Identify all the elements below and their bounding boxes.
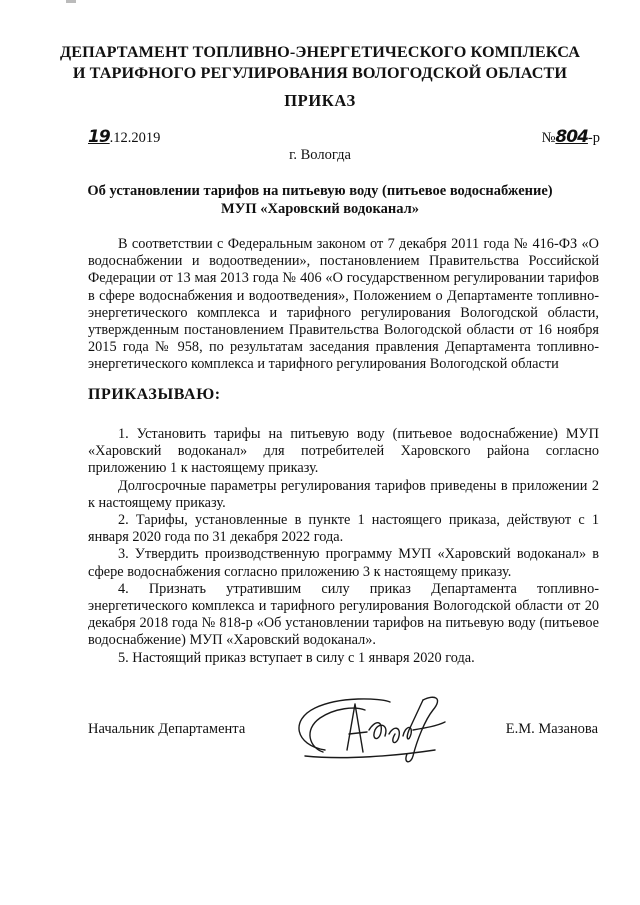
order-item: Долгосрочные параметры регулирования тарифов приведены в приложении 2 к настоящему приказу. — [88, 477, 599, 511]
header-line-1: ДЕПАРТАМЕНТ ТОПЛИВНО-ЭНЕРГЕТИЧЕСКОГО КОМПЛЕКСА — [59, 43, 580, 61]
preamble-block — [88, 236, 599, 374]
order-date — [88, 129, 160, 147]
order-item: 5. Настоящий приказ вступает в силу с 1 января 2020 года. — [118, 649, 475, 666]
city: г. Вологда — [289, 147, 351, 163]
handwritten-day: 19 — [88, 127, 110, 147]
date-rest: .12.2019 — [109, 130, 161, 146]
number-prefix: № — [541, 130, 556, 146]
preamble-paragraph: В соответствии с Федеральным законом от 7 декабря 2011 года № 416-ФЗ «О водоснабжении и водоотведении», постановлением Правительства Российской Федерации от 13 мая 2013 года № 406 «О государственном регулировании тарифов в сфере водоснабжения и водоотведения», Положением о Департаменте топливно-энергетического комплекса и тарифного регулирования Вологодской области, утвержденным постановлением Правительства Вологодской области от 16 ноября 2015 года № 958, по результатам заседания правления Департамента топливно-энергетического комплекса и тарифного регулирования Вологодской области — [88, 236, 599, 373]
handwritten-signature — [285, 690, 455, 768]
order-number — [542, 129, 600, 147]
signatory-position: Начальник Департамента — [88, 721, 246, 737]
header-line-2: И ТАРИФНОГО РЕГУЛИРОВАНИЯ ВОЛОГОДСКОЙ ОБЛАСТИ — [72, 64, 568, 82]
signatory-name: Е.М. Мазанова — [505, 721, 598, 737]
decree-word: ПРИКАЗЫВАЮ: — [88, 386, 221, 403]
subject-line-1: Об установлении тарифов на питьевую воду (питьевое водоснабжение) — [87, 183, 553, 199]
department-header — [40, 42, 600, 84]
order-items — [88, 426, 599, 667]
order-item: 4. Признать утратившим силу приказ Департамента топливно-энергетического комплекса и тарифного регулирования Вологодской области от 20 декабря 2018 года № 818-р «Об установлении тарифов на питьевую воду (питьевое водоснабжение) МУП «Харовский водоканал». — [88, 580, 599, 649]
order-item: 3. Утвердить производственную программу МУП «Харовский водоканал» в сфере водоснабжения согласно приложению 3 к настоящему приказу. — [88, 546, 599, 580]
order-item: 2. Тарифы, установленные в пункте 1 настоящего приказа, действуют с 1 января 2020 года по 31 декабря 2022 года. — [88, 512, 599, 546]
scan-mark — [66, 0, 76, 3]
order-subject — [60, 183, 580, 218]
number-suffix: -р — [587, 130, 600, 146]
handwritten-number: 804 — [555, 127, 588, 147]
document-type: ПРИКАЗ — [284, 91, 356, 110]
subject-line-2: МУП «Харовский водоканал» — [221, 200, 419, 217]
order-item: 1. Установить тарифы на питьевую воду (питьевое водоснабжение) МУП «Харовский водоканал» для потребителей Харовского района согласно приложению 1 к настоящему приказу. — [88, 426, 599, 477]
